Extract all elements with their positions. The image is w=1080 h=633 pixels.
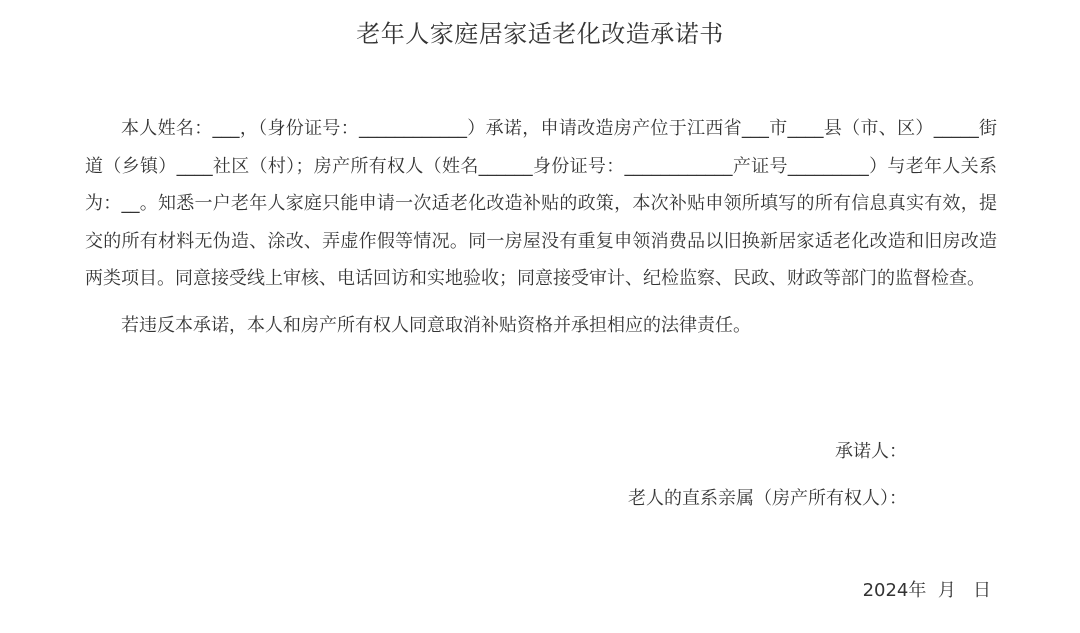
promisor-signature-line: 承诺人： (835, 441, 907, 462)
commitment-paragraph: 本人姓名：___，（身份证号：____________）承诺，申请改造房产位于江西省___市____县（市、区）_____街道（乡镇）____社区（村）；房产所有权人（姓名______身份证号：____________产证号_________）与老年人关系为：__。知悉一户老年人家庭只能申请一次适老化改造补贴的政策，本次补贴申领所填写的所有信息真实有效，提交的所有材料无伪造、涂改、弄虚作假等情况。同一房屋没有重复申领消费品以旧换新居家适老化改造和旧房改造两类项目。同意接受线上审核、电话回访和实地验收；同意接受审计、纪检监察、民政、财政等部门的监督检查。 (85, 118, 997, 289)
relative-signature-line: 老人的直系亲属（房产所有权人）： (628, 488, 907, 509)
liability-paragraph: 若违反本承诺，本人和房产所有权人同意取消补贴资格并承担相应的法律责任。 (121, 314, 751, 336)
document-body (85, 110, 997, 344)
date-line: 2024年 月 日 (862, 580, 991, 601)
document-title: 老年人家庭居家适老化改造承诺书 (356, 20, 724, 48)
